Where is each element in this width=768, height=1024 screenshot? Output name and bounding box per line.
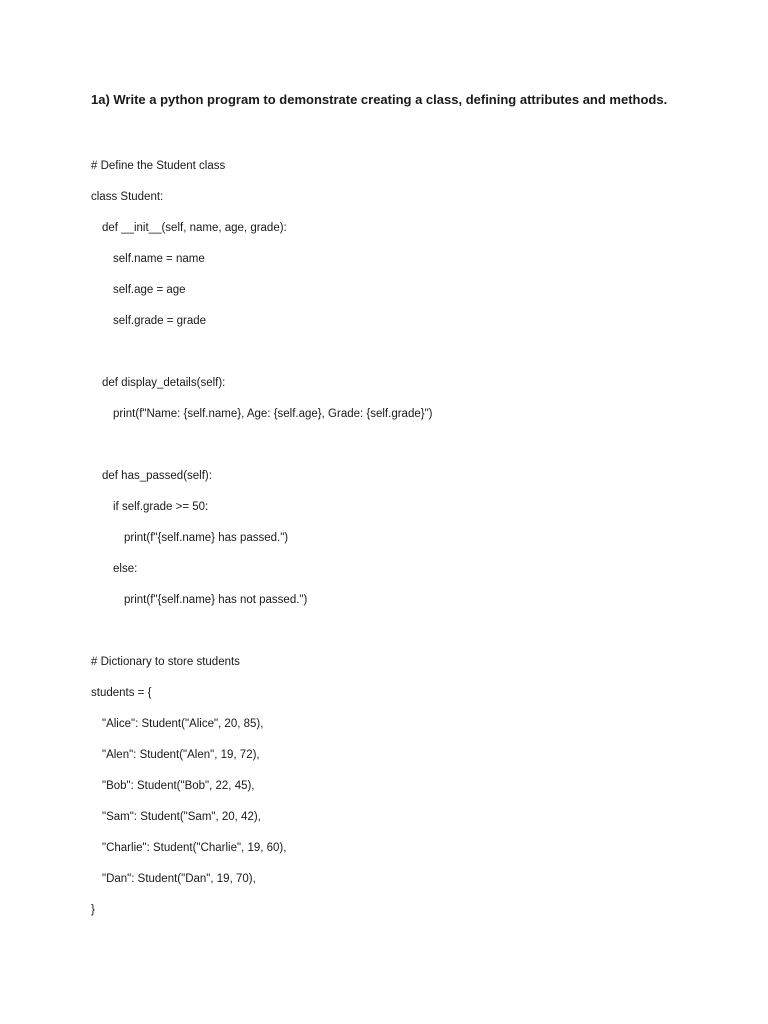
- code-line-dict-entry: "Charlie": Student("Charlie", 19, 60),: [102, 842, 287, 854]
- code-line-dict-entry: "Alice": Student("Alice", 20, 85),: [102, 718, 264, 730]
- code-line-display-def: def display_details(self):: [102, 377, 226, 389]
- code-line-print-passed: print(f"{self.name} has passed."): [124, 532, 289, 544]
- code-blank-line: [91, 622, 731, 653]
- code-line-if: if self.grade >= 50:: [113, 501, 209, 513]
- code-line-class-decl: class Student:: [91, 191, 164, 203]
- code-line-passed-def: def has_passed(self):: [102, 470, 212, 482]
- code-line-dict-open: students = {: [91, 687, 152, 699]
- code-line-assign-grade: self.grade = grade: [113, 315, 207, 327]
- code-line-assign-name: self.name = name: [113, 253, 205, 265]
- code-line-dict-close: }: [91, 904, 95, 916]
- code-line-dict-entry: "Dan": Student("Dan", 19, 70),: [102, 873, 256, 885]
- code-line-dict-entry: "Sam": Student("Sam", 20, 42),: [102, 811, 261, 823]
- code-blank-line: [91, 343, 731, 374]
- code-line-dict-entry: "Alen": Student("Alen", 19, 72),: [102, 749, 260, 761]
- code-line-print-not-passed: print(f"{self.name} has not passed."): [124, 594, 308, 606]
- code-line-comment-define: # Define the Student class: [91, 160, 226, 172]
- code-line-comment-dict: # Dictionary to store students: [91, 656, 240, 668]
- code-line-init-def: def __init__(self, name, age, grade):: [102, 222, 287, 234]
- code-line-assign-age: self.age = age: [113, 284, 186, 296]
- code-line-else: else:: [113, 563, 138, 575]
- code-line-dict-entry: "Bob": Student("Bob", 22, 45),: [102, 780, 255, 792]
- question-heading: 1a) Write a python program to demonstrate creating a class, defining attributes and methods.: [91, 92, 668, 107]
- code-blank-line: [91, 436, 731, 467]
- code-listing: [91, 157, 731, 932]
- code-line-display-print: print(f"Name: {self.name}, Age: {self.age}, Grade: {self.grade}"): [113, 408, 433, 420]
